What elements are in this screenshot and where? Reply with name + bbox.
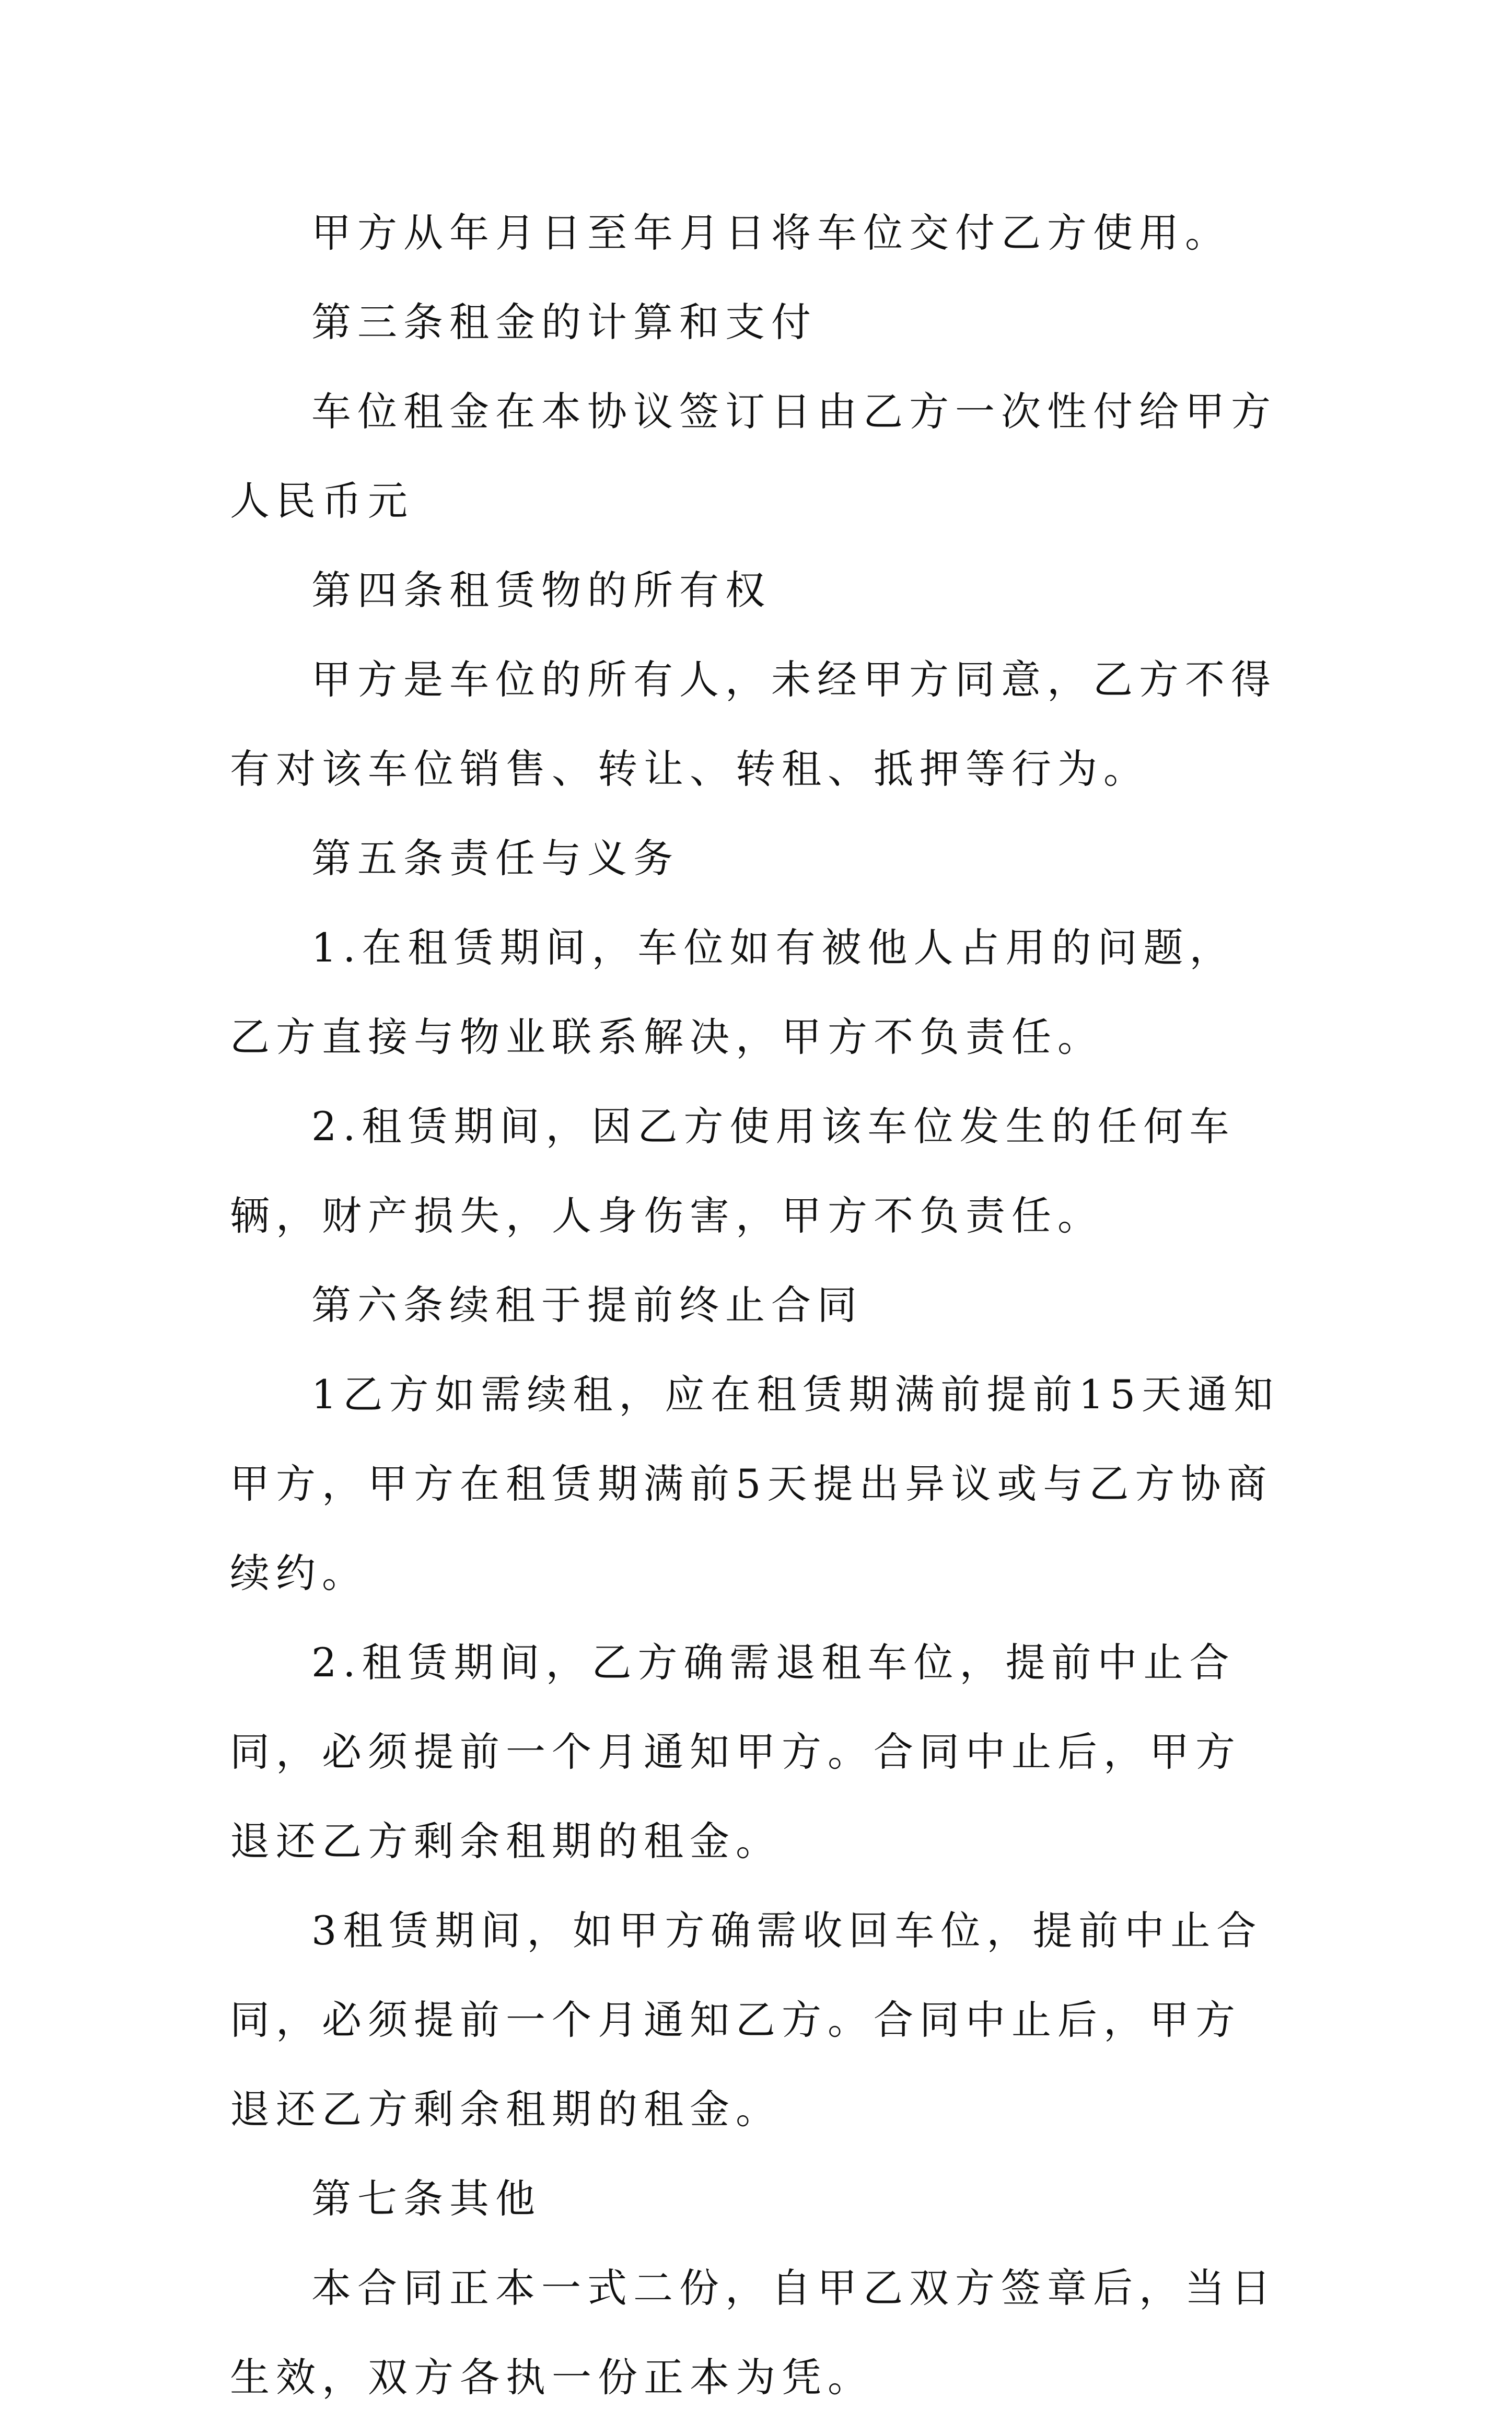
paragraph-renewal-2: 2.租赁期间，乙方确需退租车位，提前中止合同，必须提前一个月通知甲方。合同中止后，甲方退还乙方剩余租期的租金。: [230, 1639, 1241, 1864]
heading-article-3: 第三条租金的计算和支付: [311, 299, 817, 345]
paragraph-delivery: 甲方从年月日至年月日将车位交付乙方使用。: [311, 210, 1231, 256]
heading-article-4: 第四条租赁物的所有权: [311, 567, 771, 613]
paragraph-renewal-3: 3租赁期间，如甲方确需收回车位，提前中止合同，必须提前一个月通知乙方。合同中止后，甲方退还乙方剩余租期的租金。: [230, 1907, 1263, 2133]
paragraph-renewal-1: 1乙方如需续租，应在租赁期满前提前15天通知甲方，甲方在租赁期满前5天提出异议或与乙方协商续约。: [230, 1371, 1280, 1596]
paragraph-ownership: 甲方是车位的所有人，未经甲方同意，乙方不得有对该车位销售、转让、转租、抵押等行为。: [230, 656, 1277, 792]
paragraph-duty-1: 1.在租赁期间，车位如有被他人占用的问题，乙方直接与物业联系解决，甲方不负责任。: [230, 924, 1236, 1060]
paragraph-duty-2: 2.租赁期间，因乙方使用该车位发生的任何车辆，财产损失，人身伤害，甲方不负责任。: [230, 1103, 1236, 1239]
heading-article-6: 第六条续租于提前终止合同: [311, 1282, 863, 1328]
heading-article-7: 第七条其他: [311, 2175, 541, 2222]
document-body: [230, 188, 1280, 2422]
paragraph-rent-payment: 车位租金在本协议签订日由乙方一次性付给甲方人民币元: [230, 388, 1277, 524]
paragraph-other: 本合同正本一式二份，自甲乙双方签章后，当日生效，双方各执一份正本为凭。: [230, 2265, 1277, 2401]
heading-article-5: 第五条责任与义务: [311, 835, 679, 882]
